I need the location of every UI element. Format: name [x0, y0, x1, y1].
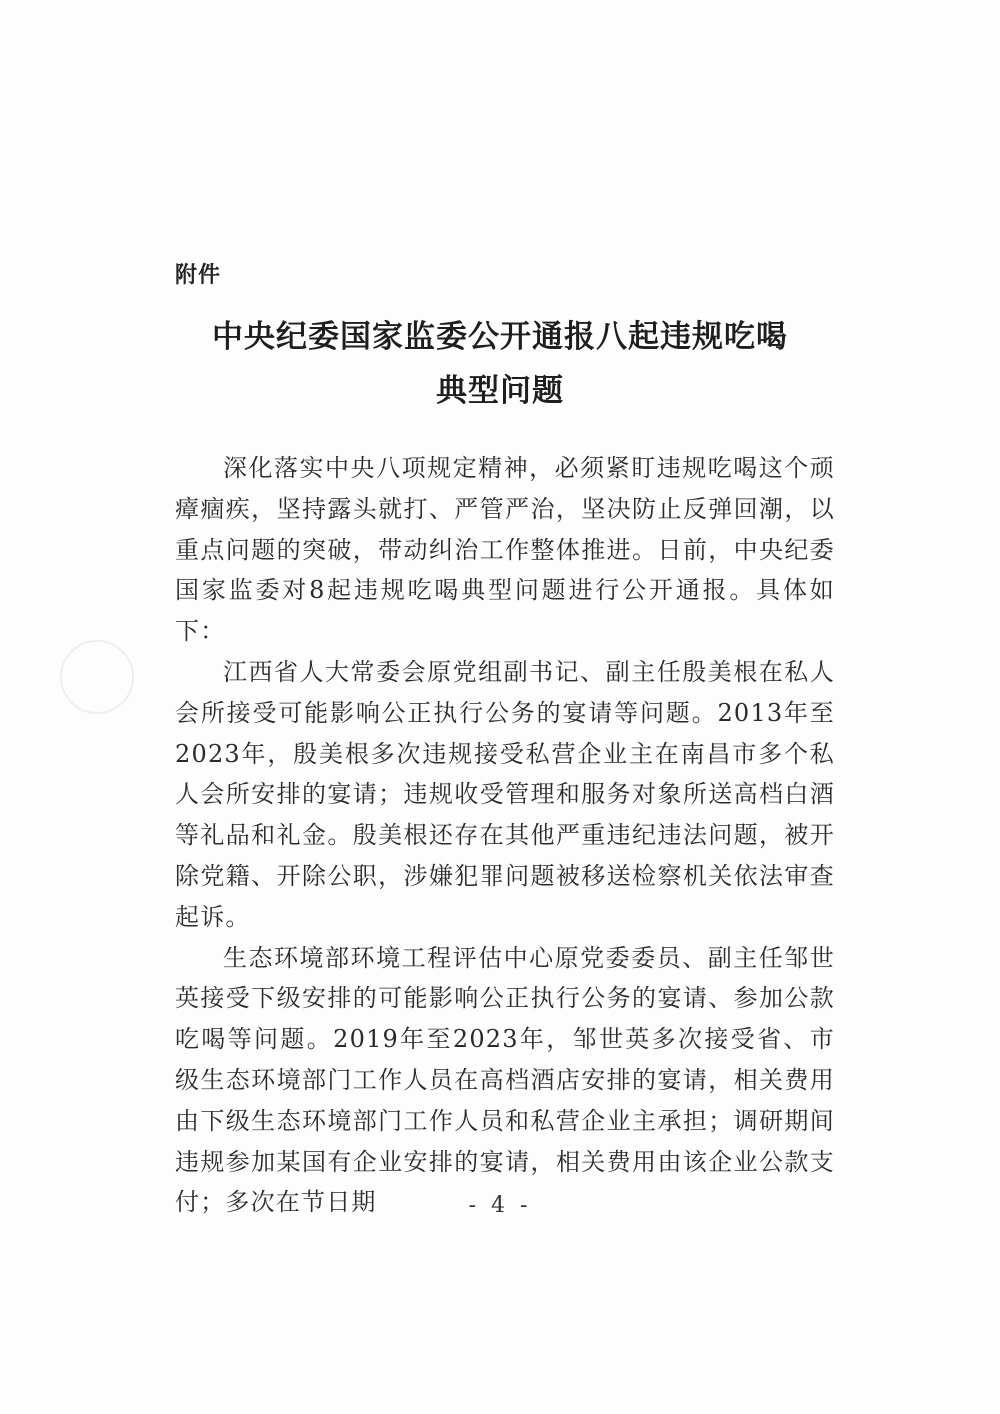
title-line-1: 中央纪委国家监委公开通报八起违规吃喝: [212, 319, 788, 355]
attachment-label: 附件: [175, 263, 222, 288]
document-title: [150, 310, 850, 418]
paragraph-case-1: 江西省人大常委会原党组副书记、副主任殷美根在私人会所接受可能影响公正执行公务的宴请等问题。2013年至2023年，殷美根多次违规接受私营企业主在南昌市多个私人会所安排的宴请；违规收受管理和服务对象所送高档白酒等礼品和礼金。殷美根还存在其他严重违纪违法问题，被开除党籍、开除公职，涉嫌犯罪问题被移送检察机关依法审查起诉。: [175, 657, 835, 931]
page-number: - 4 -: [468, 1193, 532, 1218]
faint-seal-mark: [60, 640, 134, 714]
document-body: [175, 448, 835, 1223]
paragraph-case-2: 生态环境部环境工程评估中心原党委委员、副主任邹世英接受下级安排的可能影响公正执行公务的宴请、参加公款吃喝等问题。2019年至2023年，邹世英多次接受省、市级生态环境部门工作人员在高档酒店安排的宴请，相关费用由下级生态环境部门工作人员和私营企业主承担；调研期间违规参加某国有企业安排的宴请，相关费用由该企业公款支付；多次在节日期: [175, 943, 835, 1217]
title-line-2: 典型问题: [436, 373, 564, 409]
paragraph-intro: 深化落实中央八项规定精神，必须紧盯违规吃喝这个顽瘴痼疾，坚持露头就打、严管严治，坚决防止反弹回潮，以重点问题的突破，带动纠治工作整体推进。日前，中央纪委国家监委对8起违规吃喝典型问题进行公开通报。具体如下：: [175, 454, 835, 646]
